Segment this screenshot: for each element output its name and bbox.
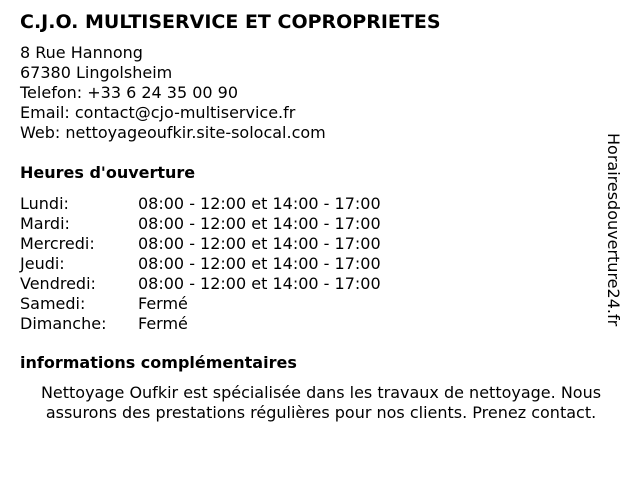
- hours-row-thursday: [20, 254, 440, 274]
- city-address: 67380 Lingolsheim: [20, 63, 173, 82]
- day-label: Mercredi:: [20, 234, 95, 253]
- company-name: C.J.O. MULTISERVICE ET COPROPRIETES: [20, 11, 441, 33]
- day-label: Dimanche:: [20, 314, 107, 333]
- day-label: Vendredi:: [20, 274, 96, 293]
- day-hours: 08:00 - 12:00 et 14:00 - 17:00: [138, 234, 381, 253]
- hours-row-sunday: [20, 314, 440, 334]
- hours-row-wednesday: [20, 234, 440, 254]
- opening-hours-table: [20, 194, 440, 334]
- phone-number: Telefon: +33 6 24 35 00 90: [20, 83, 239, 102]
- hours-row-friday: [20, 274, 440, 294]
- site-watermark: Horairesdouverture24.fr: [604, 133, 623, 327]
- email-address: Email: contact@cjo-multiservice.fr: [20, 103, 296, 122]
- day-label: Lundi:: [20, 194, 69, 213]
- contact-block: [20, 43, 326, 143]
- additional-info-heading: informations complémentaires: [20, 353, 297, 372]
- day-label: Samedi:: [20, 294, 86, 313]
- day-hours: 08:00 - 12:00 et 14:00 - 17:00: [138, 274, 381, 293]
- day-hours: Fermé: [138, 314, 188, 333]
- hours-row-saturday: [20, 294, 440, 314]
- hours-row-monday: [20, 194, 440, 214]
- day-hours: 08:00 - 12:00 et 14:00 - 17:00: [138, 194, 381, 213]
- hours-row-tuesday: [20, 214, 440, 234]
- day-hours: Fermé: [138, 294, 188, 313]
- website-address: Web: nettoyageoufkir.site-solocal.com: [20, 123, 326, 142]
- day-hours: 08:00 - 12:00 et 14:00 - 17:00: [138, 254, 381, 273]
- street-address: 8 Rue Hannong: [20, 43, 143, 62]
- opening-hours-heading: Heures d'ouverture: [20, 163, 196, 182]
- day-hours: 08:00 - 12:00 et 14:00 - 17:00: [138, 214, 381, 233]
- day-label: Mardi:: [20, 214, 70, 233]
- day-label: Jeudi:: [20, 254, 65, 273]
- additional-info-text: Nettoyage Oufkir est spécialisée dans les travaux de nettoyage. Nous assurons des prestations régulières pour nos clients. Prenez contact.: [40, 383, 602, 422]
